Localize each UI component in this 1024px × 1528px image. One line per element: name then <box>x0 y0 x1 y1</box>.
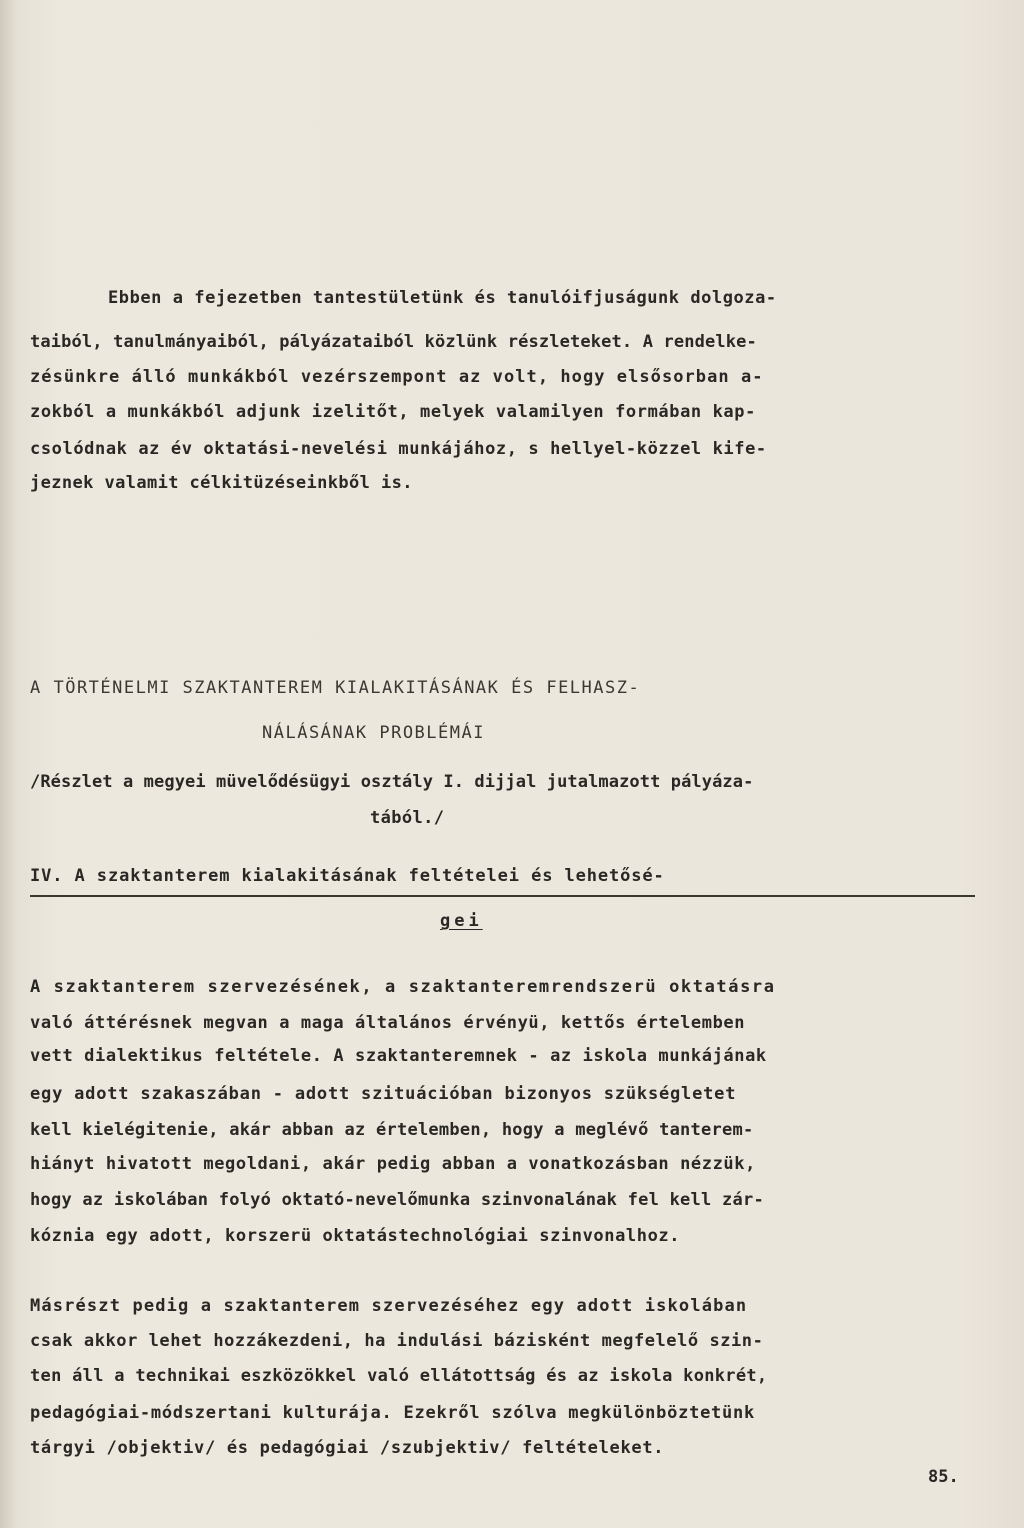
paragraph-line: egy adott szakaszában - adott szituációban bizonyos szükségletet <box>30 1084 737 1104</box>
page-number: 85. <box>928 1467 959 1487</box>
article-heading: A TÖRTÉNELMI SZAKTANTEREM KIALAKITÁSÁNAK ÉS FELHASZ- <box>30 678 641 698</box>
section-title-underline <box>30 895 975 897</box>
paragraph-line: csak akkor lehet hozzákezdeni, ha indulási bázisként megfelelő szin- <box>30 1331 764 1351</box>
paragraph-line: való áttérésnek megvan a maga általános érvényü, kettős értelemben <box>30 1013 746 1033</box>
intro-line: jeznek valamit célkitüzéseinkből is. <box>30 473 413 493</box>
paragraph-line: ten áll a technikai eszközökkel való ellátottság és az iskola konkrét, <box>30 1366 768 1386</box>
paragraph-line: pedagógiai-módszertani kulturája. Ezekről szólva megkülönböztetünk <box>30 1403 756 1423</box>
article-subtitle: tából./ <box>370 808 445 828</box>
paragraph-line: vett dialektikus feltétele. A szaktanteremnek - az iskola munkájának <box>30 1046 767 1066</box>
intro-line: csolódnak az év oktatási-nevelési munkájához, s hellyel-közzel kife- <box>30 439 767 459</box>
section-title: IV. A szaktanterem kialakitásának feltételei és lehetősé- <box>30 866 665 886</box>
paragraph-line: kóznia egy adott, korszerü oktatástechnológiai szinvonalhoz. <box>30 1226 681 1246</box>
intro-line: taiból, tanulmányaiból, pályázataiból közlünk részleteket. A rendelke- <box>30 332 757 352</box>
section-title: gei <box>440 911 483 931</box>
paragraph-line: Másrészt pedig a szaktanterem szervezéséhez egy adott iskolában <box>30 1296 748 1316</box>
paragraph-line: hiányt hivatott megoldani, akár pedig abban a vonatkozásban nézzük, <box>30 1154 756 1174</box>
article-subtitle: /Részlet a megyei müvelődésügyi osztály I. dijjal jutalmazott pályáza- <box>30 772 754 792</box>
paragraph-line: A szaktanterem szervezésének, a szaktanteremrendszerü oktatásra <box>30 977 776 997</box>
paragraph-line: tárgyi /objektiv/ és pedagógiai /szubjektiv/ feltételeket. <box>30 1438 665 1458</box>
intro-line: Ebben a fejezetben tantestületünk és tanulóifjuságunk dolgoza- <box>108 288 777 308</box>
intro-line: zokból a munkákból adjunk izelitőt, melyek valamilyen formában kap- <box>30 402 756 422</box>
intro-line: zésünkre álló munkákból vezérszempont az volt, hogy elsősorban a- <box>30 367 764 387</box>
paragraph-line: hogy az iskolában folyó oktató-nevelőmunka szinvonalának fel kell zár- <box>30 1190 764 1210</box>
paragraph-line: kell kielégitenie, akár abban az értelemben, hogy a meglévő tanterem- <box>30 1120 754 1140</box>
article-heading: NÁLÁSÁNAK PROBLÉMÁI <box>262 723 485 743</box>
